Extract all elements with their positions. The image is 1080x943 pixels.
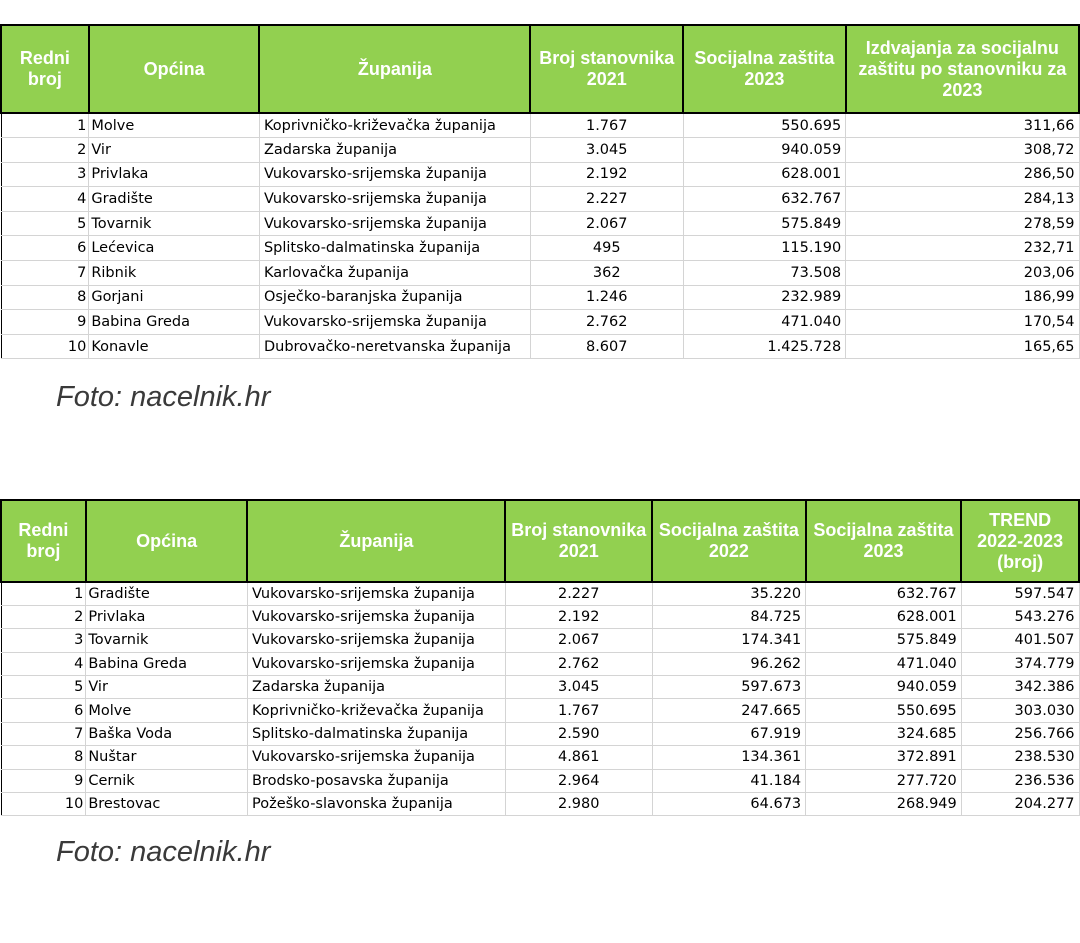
- cell-socijalna-zastita-2023: 940.059: [806, 676, 962, 699]
- cell-redni-broj: 6: [1, 699, 86, 722]
- table-row: [1, 138, 1079, 163]
- cell-redni-broj: 7: [1, 261, 89, 286]
- cell-socijalna-zastita-2022: 84.725: [652, 605, 806, 628]
- cell-zupanija: Splitsko-dalmatinska županija: [247, 722, 505, 745]
- cell-redni-broj: 10: [1, 793, 86, 816]
- cell-zupanija: Koprivničko-križevačka županija: [259, 113, 530, 138]
- cell-socijalna-zastita-2023: 550.695: [683, 113, 846, 138]
- table-row: [1, 699, 1079, 722]
- cell-redni-broj: 2: [1, 138, 89, 163]
- cell-zupanija: Brodsko-posavska županija: [247, 769, 505, 792]
- photo-credit-caption-1: Foto: nacelnik.hr: [56, 381, 271, 413]
- cell-broj-stanovnika: 362: [530, 261, 683, 286]
- cell-socijalna-zastita-2022: 96.262: [652, 652, 806, 675]
- cell-izdvajanja-po-stanovniku: 170,54: [846, 310, 1079, 335]
- cell-socijalna-zastita-2023: 471.040: [806, 652, 962, 675]
- municipality-social-spending-trend-table: [0, 499, 1080, 816]
- header-row: [1, 25, 1079, 113]
- cell-izdvajanja-po-stanovniku: 308,72: [846, 138, 1079, 163]
- cell-socijalna-zastita-2023: 115.190: [683, 236, 846, 261]
- cell-redni-broj: 1: [1, 113, 89, 138]
- cell-opcina: Konavle: [89, 334, 260, 359]
- cell-zupanija: Vukovarsko-srijemska županija: [247, 629, 505, 652]
- cell-opcina: Lećevica: [89, 236, 260, 261]
- header-row: [1, 500, 1079, 582]
- cell-trend: 374.779: [961, 652, 1079, 675]
- cell-opcina: Privlaka: [89, 162, 260, 187]
- cell-opcina: Ribnik: [89, 261, 260, 286]
- cell-broj-stanovnika: 1.767: [505, 699, 652, 722]
- cell-opcina: Molve: [89, 113, 260, 138]
- cell-socijalna-zastita-2023: 277.720: [806, 769, 962, 792]
- table-row: [1, 722, 1079, 745]
- table-row: [1, 652, 1079, 675]
- cell-redni-broj: 9: [1, 769, 86, 792]
- cell-opcina: Tovarnik: [89, 211, 260, 236]
- header-opcina: Općina: [89, 25, 260, 113]
- table-row: [1, 582, 1079, 605]
- cell-zupanija: Splitsko-dalmatinska županija: [259, 236, 530, 261]
- cell-socijalna-zastita-2023: 575.849: [683, 211, 846, 236]
- table-row: [1, 605, 1079, 628]
- header-opcina: Općina: [86, 500, 248, 582]
- cell-socijalna-zastita-2022: 597.673: [652, 676, 806, 699]
- cell-izdvajanja-po-stanovniku: 232,71: [846, 236, 1079, 261]
- table-row: [1, 676, 1079, 699]
- table-row: [1, 793, 1079, 816]
- cell-socijalna-zastita-2023: 632.767: [806, 582, 962, 605]
- table-row: [1, 310, 1079, 335]
- cell-izdvajanja-po-stanovniku: 186,99: [846, 285, 1079, 310]
- cell-socijalna-zastita-2022: 174.341: [652, 629, 806, 652]
- cell-redni-broj: 9: [1, 310, 89, 335]
- cell-broj-stanovnika: 2.192: [530, 162, 683, 187]
- cell-broj-stanovnika: 8.607: [530, 334, 683, 359]
- cell-redni-broj: 4: [1, 187, 89, 212]
- cell-opcina: Cernik: [86, 769, 248, 792]
- cell-socijalna-zastita-2023: 268.949: [806, 793, 962, 816]
- cell-redni-broj: 8: [1, 746, 86, 769]
- cell-broj-stanovnika: 2.980: [505, 793, 652, 816]
- cell-redni-broj: 1: [1, 582, 86, 605]
- cell-broj-stanovnika: 2.192: [505, 605, 652, 628]
- cell-izdvajanja-po-stanovniku: 284,13: [846, 187, 1079, 212]
- cell-trend: 238.530: [961, 746, 1079, 769]
- header-socijalna-zastita-2023: Socijalna zaštita 2023: [683, 25, 846, 113]
- cell-socijalna-zastita-2023: 550.695: [806, 699, 962, 722]
- header-broj-stanovnika: Broj stanovnika 2021: [505, 500, 652, 582]
- cell-trend: 401.507: [961, 629, 1079, 652]
- cell-zupanija: Karlovačka županija: [259, 261, 530, 286]
- cell-zupanija: Vukovarsko-srijemska županija: [247, 746, 505, 769]
- cell-opcina: Gradište: [89, 187, 260, 212]
- cell-trend: 597.547: [961, 582, 1079, 605]
- table-row: [1, 285, 1079, 310]
- municipality-social-spending-per-capita-table: [0, 24, 1080, 359]
- cell-trend: 256.766: [961, 722, 1079, 745]
- header-redni-broj: Redni broj: [1, 500, 86, 582]
- cell-opcina: Babina Greda: [89, 310, 260, 335]
- cell-socijalna-zastita-2023: 628.001: [683, 162, 846, 187]
- cell-socijalna-zastita-2023: 628.001: [806, 605, 962, 628]
- cell-broj-stanovnika: 2.590: [505, 722, 652, 745]
- cell-opcina: Babina Greda: [86, 652, 248, 675]
- header-trend-2022-2023: TREND 2022-2023 (broj): [961, 500, 1079, 582]
- cell-socijalna-zastita-2023: 324.685: [806, 722, 962, 745]
- cell-trend: 543.276: [961, 605, 1079, 628]
- cell-opcina: Privlaka: [86, 605, 248, 628]
- cell-opcina: Tovarnik: [86, 629, 248, 652]
- cell-socijalna-zastita-2022: 41.184: [652, 769, 806, 792]
- cell-socijalna-zastita-2023: 232.989: [683, 285, 846, 310]
- cell-socijalna-zastita-2022: 134.361: [652, 746, 806, 769]
- header-izdvajanja-po-stanovniku: Izdvajanja za socijalnu zaštitu po stanovniku za 2023: [846, 25, 1079, 113]
- cell-redni-broj: 5: [1, 676, 86, 699]
- cell-socijalna-zastita-2023: 372.891: [806, 746, 962, 769]
- header-redni-broj: Redni broj: [1, 25, 89, 113]
- cell-zupanija: Vukovarsko-srijemska županija: [259, 211, 530, 236]
- cell-redni-broj: 3: [1, 162, 89, 187]
- cell-redni-broj: 6: [1, 236, 89, 261]
- cell-trend: 303.030: [961, 699, 1079, 722]
- cell-opcina: Baška Voda: [86, 722, 248, 745]
- cell-zupanija: Požeško-slavonska županija: [247, 793, 505, 816]
- cell-socijalna-zastita-2022: 35.220: [652, 582, 806, 605]
- cell-zupanija: Vukovarsko-srijemska županija: [247, 582, 505, 605]
- cell-zupanija: Dubrovačko-neretvanska županija: [259, 334, 530, 359]
- table-row: [1, 236, 1079, 261]
- cell-broj-stanovnika: 3.045: [505, 676, 652, 699]
- header-socijalna-zastita-2022: Socijalna zaštita 2022: [652, 500, 806, 582]
- cell-opcina: Gorjani: [89, 285, 260, 310]
- cell-zupanija: Vukovarsko-srijemska županija: [259, 310, 530, 335]
- table-1-container: [0, 24, 1080, 359]
- table-2-container: [0, 499, 1080, 816]
- cell-redni-broj: 7: [1, 722, 86, 745]
- photo-credit-caption-2: Foto: nacelnik.hr: [56, 836, 271, 868]
- cell-broj-stanovnika: 1.767: [530, 113, 683, 138]
- cell-izdvajanja-po-stanovniku: 203,06: [846, 261, 1079, 286]
- table-row: [1, 334, 1079, 359]
- cell-socijalna-zastita-2022: 247.665: [652, 699, 806, 722]
- cell-zupanija: Vukovarsko-srijemska županija: [247, 652, 505, 675]
- cell-broj-stanovnika: 2.067: [505, 629, 652, 652]
- cell-socijalna-zastita-2022: 64.673: [652, 793, 806, 816]
- cell-socijalna-zastita-2023: 73.508: [683, 261, 846, 286]
- cell-opcina: Vir: [89, 138, 260, 163]
- cell-socijalna-zastita-2022: 67.919: [652, 722, 806, 745]
- cell-broj-stanovnika: 2.964: [505, 769, 652, 792]
- cell-redni-broj: 8: [1, 285, 89, 310]
- table-row: [1, 629, 1079, 652]
- cell-zupanija: Vukovarsko-srijemska županija: [259, 187, 530, 212]
- cell-izdvajanja-po-stanovniku: 286,50: [846, 162, 1079, 187]
- cell-zupanija: Vukovarsko-srijemska županija: [247, 605, 505, 628]
- cell-broj-stanovnika: 2.762: [505, 652, 652, 675]
- cell-socijalna-zastita-2023: 1.425.728: [683, 334, 846, 359]
- table-row: [1, 746, 1079, 769]
- table-row: [1, 113, 1079, 138]
- cell-izdvajanja-po-stanovniku: 311,66: [846, 113, 1079, 138]
- cell-socijalna-zastita-2023: 632.767: [683, 187, 846, 212]
- cell-socijalna-zastita-2023: 940.059: [683, 138, 846, 163]
- header-zupanija: Županija: [247, 500, 505, 582]
- cell-broj-stanovnika: 2.227: [505, 582, 652, 605]
- cell-trend: 204.277: [961, 793, 1079, 816]
- header-socijalna-zastita-2023: Socijalna zaštita 2023: [806, 500, 962, 582]
- table-row: [1, 211, 1079, 236]
- table-row: [1, 162, 1079, 187]
- cell-zupanija: Zadarska županija: [247, 676, 505, 699]
- cell-broj-stanovnika: 2.067: [530, 211, 683, 236]
- cell-zupanija: Vukovarsko-srijemska županija: [259, 162, 530, 187]
- cell-broj-stanovnika: 2.227: [530, 187, 683, 212]
- cell-socijalna-zastita-2023: 575.849: [806, 629, 962, 652]
- cell-broj-stanovnika: 1.246: [530, 285, 683, 310]
- cell-redni-broj: 4: [1, 652, 86, 675]
- cell-broj-stanovnika: 3.045: [530, 138, 683, 163]
- cell-zupanija: Osječko-baranjska županija: [259, 285, 530, 310]
- cell-zupanija: Zadarska županija: [259, 138, 530, 163]
- cell-zupanija: Koprivničko-križevačka županija: [247, 699, 505, 722]
- table-row: [1, 769, 1079, 792]
- cell-trend: 236.536: [961, 769, 1079, 792]
- cell-opcina: Brestovac: [86, 793, 248, 816]
- header-broj-stanovnika: Broj stanovnika 2021: [530, 25, 683, 113]
- cell-opcina: Molve: [86, 699, 248, 722]
- cell-broj-stanovnika: 495: [530, 236, 683, 261]
- cell-redni-broj: 3: [1, 629, 86, 652]
- cell-redni-broj: 2: [1, 605, 86, 628]
- cell-broj-stanovnika: 4.861: [505, 746, 652, 769]
- table-row: [1, 187, 1079, 212]
- cell-opcina: Gradište: [86, 582, 248, 605]
- cell-opcina: Vir: [86, 676, 248, 699]
- header-zupanija: Županija: [259, 25, 530, 113]
- cell-opcina: Nuštar: [86, 746, 248, 769]
- cell-izdvajanja-po-stanovniku: 165,65: [846, 334, 1079, 359]
- cell-socijalna-zastita-2023: 471.040: [683, 310, 846, 335]
- cell-broj-stanovnika: 2.762: [530, 310, 683, 335]
- table-row: [1, 261, 1079, 286]
- cell-izdvajanja-po-stanovniku: 278,59: [846, 211, 1079, 236]
- cell-redni-broj: 5: [1, 211, 89, 236]
- cell-trend: 342.386: [961, 676, 1079, 699]
- cell-redni-broj: 10: [1, 334, 89, 359]
